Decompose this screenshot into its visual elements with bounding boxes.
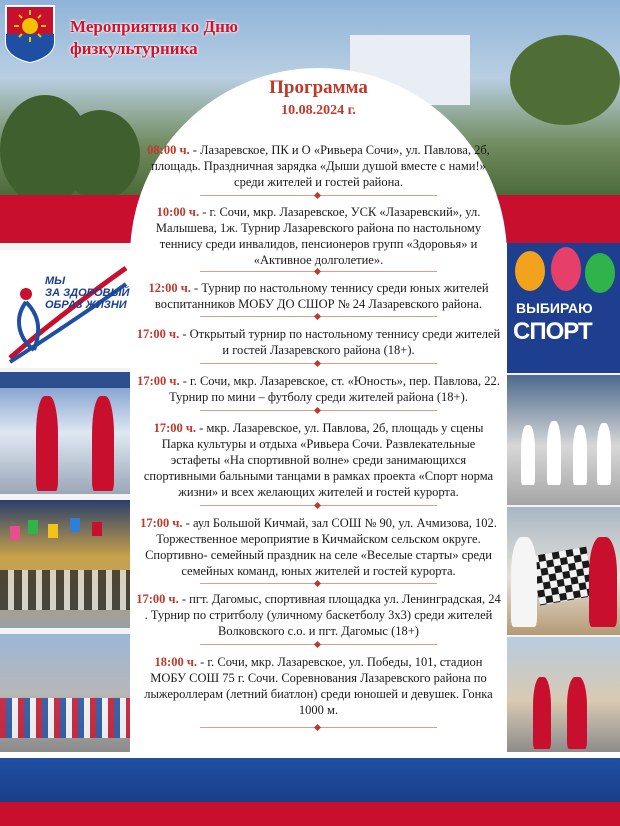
choose-sport-line-1: ВЫБИРАЮ bbox=[516, 300, 593, 316]
event-item bbox=[136, 142, 501, 190]
event-time: 10:00 ч. bbox=[156, 205, 200, 219]
event-text: - г. Сочи, мкр. Лазаревское, УСК «Лазаревский», ул. Малышева, 1ж. Турнир Лазаревского района по настольному теннису среди инвалидов, пенсионеров групп «Здоровья» и «Активное долголетие». bbox=[155, 205, 482, 267]
event-time: 17:00 ч. bbox=[140, 516, 183, 530]
divider bbox=[200, 410, 437, 411]
divider bbox=[200, 727, 437, 728]
event-item bbox=[136, 515, 501, 579]
palm-shape bbox=[510, 35, 620, 125]
bottom-blue-band bbox=[0, 758, 620, 802]
divider bbox=[200, 644, 437, 645]
healthy-lifestyle-text bbox=[45, 275, 133, 311]
folk-dance-square-photo bbox=[507, 637, 620, 754]
sochi-coat-of-arms-icon bbox=[4, 4, 56, 64]
event-item bbox=[136, 280, 501, 312]
event-time: 17:00 ч. bbox=[137, 374, 180, 388]
title-line-2: физкультурника bbox=[70, 39, 198, 58]
divider bbox=[200, 271, 437, 272]
event-item bbox=[136, 420, 501, 500]
event-item bbox=[136, 591, 501, 639]
tree-shape bbox=[60, 110, 140, 200]
program-date: 10.08.2024 г. bbox=[281, 103, 356, 118]
event-time: 12:00 ч. bbox=[148, 281, 191, 295]
dancers-square-photo bbox=[0, 634, 133, 754]
event-item bbox=[136, 204, 501, 268]
health-line-2: ЗА ЗДОРОВЫЙ bbox=[45, 287, 130, 299]
health-line-3: ОБРАЗ ЖИЗНИ bbox=[45, 299, 127, 311]
event-time: 17:00 ч. bbox=[136, 592, 179, 606]
event-time: 18:00 ч. bbox=[154, 655, 198, 669]
event-text: - г. Сочи, мкр. Лазаревское, ст. «Юность», пер. Павлова, 22. Турнир по мини – футболу среди жителей района (18+). bbox=[169, 374, 500, 404]
event-text: - пгт. Дагомыс, спортивная площадка ул. Ленинградская, 24 . Турнир по стритболу (уличному баскетболу 3х3) среди жителей Волковского с.о. и пгт. Дагомыс (18+) bbox=[144, 592, 501, 638]
divider bbox=[200, 316, 437, 317]
event-item bbox=[136, 373, 501, 405]
choose-sport-line-2: СПОРТ bbox=[513, 318, 592, 345]
page-title bbox=[70, 16, 310, 60]
chess-kids-photo bbox=[507, 507, 620, 635]
event-text: - Открытый турнир по настольному теннису среди жителей и гостей Лазаревского района (18+). bbox=[179, 327, 501, 357]
event-time: 08:00 ч. bbox=[147, 143, 190, 157]
event-item bbox=[136, 654, 501, 718]
event-time: 17:00 ч. bbox=[153, 421, 197, 435]
event-text: - Лазаревское, ПК и О «Ривьера Сочи», ул. Павлова, 2б, площадь. Праздничная зарядка «Дыши душой вместе с нами!» среди жителей и гостей района. bbox=[151, 143, 490, 189]
event-time: 17:00 ч. bbox=[136, 327, 180, 341]
event-text: - аул Большой Кичмай, зал СОШ № 90, ул. Ачмизова, 102. Торжественное мероприятие в Кичмайском сельском округе. Спортивно- семейный праздник на селе «Веселые старты» среди семейных команд, юных жителей и гостей курорта. bbox=[145, 516, 497, 578]
event-item bbox=[136, 326, 501, 358]
divider bbox=[200, 195, 437, 196]
event-text: - мкр. Лазаревское, ул. Павлова, 2б, площадь у сцены Парка культуры и отдыха «Ривьера Сочи. Развлекательные эстафеты «На спортивной волне» среди занимающихся спортивными бальными танцами в рамках проекта «Спорт норма жизни» и всех желающих жителей и гостей курорта. bbox=[143, 421, 494, 499]
title-line-1: Мероприятия ко Дню bbox=[70, 17, 238, 36]
program-title: Программа bbox=[269, 77, 368, 98]
health-line-1: МЫ bbox=[45, 275, 66, 287]
event-text: - Турнир по настольному теннису среди юных жителей воспитанников МОБУ ДО СШОР № 24 Лазаревского района. bbox=[154, 281, 489, 311]
divider bbox=[200, 583, 437, 584]
divider bbox=[200, 505, 437, 506]
parade-flags-photo bbox=[0, 500, 133, 628]
event-text: - г. Сочи, мкр. Лазаревское, ул. Победы, 101, стадион МОБУ СОШ 75 г. Сочи. Соревнования Лазаревского района по лыжероллерам (летний биатлон) среди юношей и девушек. Гонка 1000 м. bbox=[144, 655, 493, 717]
bottom-red-band bbox=[0, 802, 620, 826]
martial-arts-photo bbox=[507, 375, 620, 505]
divider bbox=[200, 363, 437, 364]
folk-dancers-photo bbox=[0, 372, 133, 494]
